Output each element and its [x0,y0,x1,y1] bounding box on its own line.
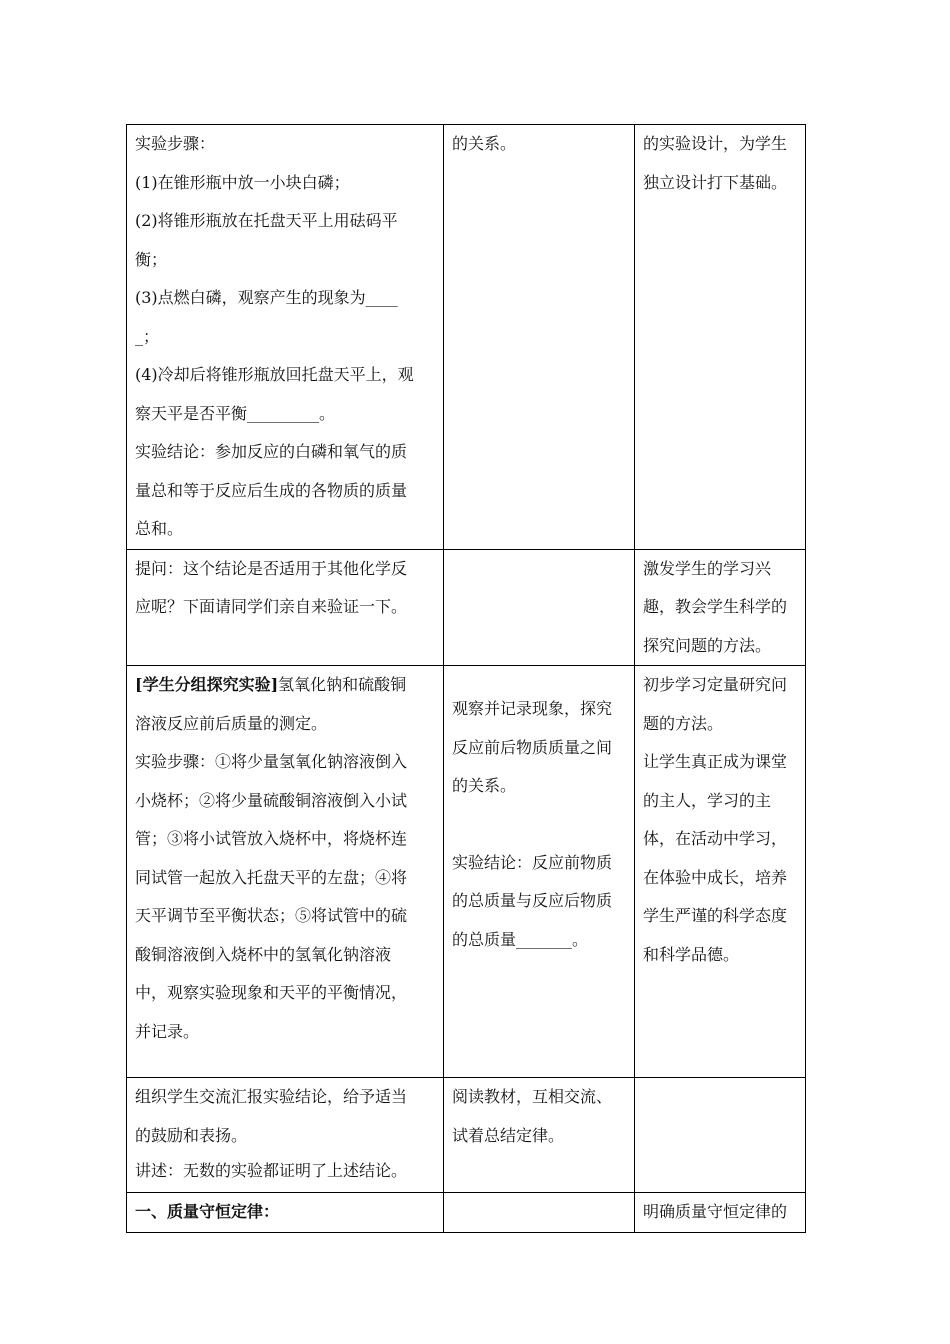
text-line: 讲述：无数的实验都证明了上述结论。 [135,1161,408,1180]
design-intent-cell [635,1193,806,1233]
teacher-activity-cell [127,666,444,1078]
teacher-activity-cell [127,1078,444,1193]
student-activity-cell [444,666,635,1078]
lesson-plan-table [126,124,806,1233]
table-row [127,1078,806,1193]
text-line: 阅读教材，互相交流、 [452,1087,613,1106]
design-intent-cell [635,1078,806,1193]
spacer [452,806,626,844]
text-line: 实验结论：参加反应的白磷和氧气的质 [135,442,408,461]
design-intent-cell [635,549,806,666]
text-line: 实验步骤：①将少量氢氧化钠溶液倒入 [135,752,408,771]
text-line: (2)将锥形瓶放在托盘天平上用砝码平 [135,211,398,230]
text-line: 衡； [135,249,168,269]
text-line: 的总质量_______。 [452,929,589,949]
text-line: 的总质量与反应后物质 [452,891,613,910]
text-line: 天平调节至平衡状态；⑤将试管中的硫 [135,906,408,925]
student-activity-cell [444,125,635,550]
text-line: (4)冷却后将锥形瓶放回托盘天平上，观 [135,365,414,384]
text-line: 实验结论：反应前物质 [452,852,613,872]
text-line: (1)在锥形瓶中放一小块白磷； [135,172,350,192]
text-line: 学生严谨的科学态度 [643,906,788,925]
text-line: 独立设计打下基础。 [643,172,788,192]
text-line: 激发学生的学习兴 [643,558,772,578]
text-line: 提问：这个结论是否适用于其他化学反 [135,558,408,578]
text-line: 趣，教会学生科学的 [643,597,788,616]
design-intent-cell [635,666,806,1078]
table-row [127,125,806,550]
text-line: 中，观察实验现象和天平的平衡情况， [135,983,408,1002]
student-activity-cell [444,1193,635,1233]
text-line: 察天平是否平衡_________。 [135,403,336,423]
text-line: 的主人，学习的主 [643,790,772,810]
text-line: 量总和等于反应后生成的各物质的质量 [135,480,408,500]
experiment-heading-rest: 氢氧化钠和硫酸铜 [278,675,407,694]
table-row [127,666,806,1078]
table-row [127,549,806,666]
table-row [127,1193,806,1233]
text-line: 观察并记录现象，探究 [452,699,613,718]
text-line: (3)点燃白磷，观察产生的现象为____ [135,288,398,307]
text-line: 在体验中成长，培养 [643,867,788,887]
teacher-activity-cell [127,1193,444,1233]
text-line: 同试管一起放入托盘天平的左盘；④将 [135,867,408,887]
text-line: 的关系。 [452,134,517,153]
design-intent-cell [635,125,806,550]
text-line: 题的方法。 [643,713,724,733]
text-line: 的鼓励和表扬。 [135,1125,248,1145]
text-line: 明确质量守恒定律的 [643,1202,788,1221]
student-activity-cell [444,1078,635,1193]
text-line [135,666,435,705]
text-line: 小烧杯；②将少量硫酸铜溶液倒入小试 [135,790,408,810]
text-line: 酸铜溶液倒入烧杯中的氢氧化钠溶液 [135,944,392,964]
teacher-activity-cell [127,125,444,550]
text-line: 实验步骤： [135,134,216,153]
text-line: 试着总结定律。 [452,1125,565,1145]
text-line: 并记录。 [135,1021,200,1041]
text-line: 初步学习定量研究问 [643,675,788,694]
student-activity-cell [444,549,635,666]
text-line: 管；③将小试管放入烧杯中，将烧杯连 [135,829,408,848]
text-line: 反应前后物质质量之间 [452,737,613,757]
text-line: 应呢？下面请同学们亲自来验证一下。 [135,597,408,616]
section-heading: 一、质量守恒定律： [135,1202,280,1221]
text-line: 体，在活动中学习， [643,829,788,848]
text-line: 组织学生交流汇报实验结论，给予适当 [135,1087,408,1106]
text-line: _； [135,326,160,346]
text-line: 的关系。 [452,776,517,795]
text-line: 溶液反应前后质量的测定。 [135,713,328,733]
experiment-heading: [学生分组探究实验] [135,675,279,694]
text-line: 总和。 [135,519,184,538]
text-line: 和科学品德。 [643,944,740,964]
text-line: 让学生真正成为课堂 [643,752,788,771]
teacher-activity-cell [127,549,444,666]
text-line: 的实验设计，为学生 [643,134,788,153]
text-line: 探究问题的方法。 [643,635,772,655]
